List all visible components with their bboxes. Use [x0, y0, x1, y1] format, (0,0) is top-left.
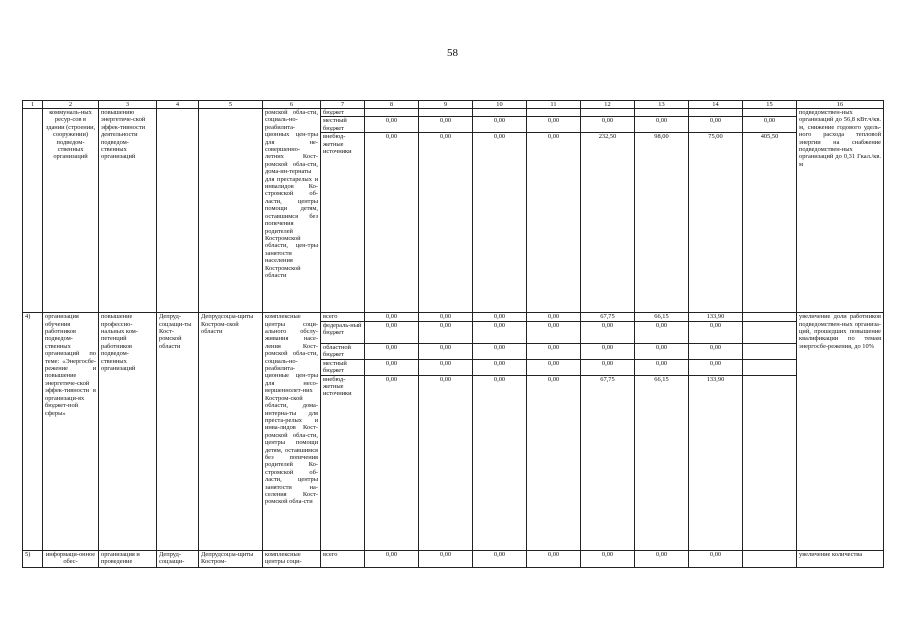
- cell-responsible: Депруд-соцзащи-: [157, 550, 199, 567]
- cell-value: [527, 109, 581, 117]
- cell-index: [23, 109, 43, 313]
- cell-result: увеличение доли работников подведомствен-ных организа-ций, прошедших повышение квалификации по темам энергосбе-режения, до 10%: [797, 313, 884, 550]
- cell-result: увеличение количества: [797, 550, 884, 567]
- cell-value: 0,00: [527, 117, 581, 133]
- col-header: 4: [157, 101, 199, 109]
- cell-value: 0,00: [527, 550, 581, 567]
- table-row: [23, 109, 884, 117]
- cell-value: 66,15: [635, 375, 689, 550]
- col-header: 13: [635, 101, 689, 109]
- cell-value: 0,00: [473, 375, 527, 550]
- cell-value: [635, 109, 689, 117]
- cell-value: [743, 550, 797, 567]
- cell-value: 0,00: [365, 375, 419, 550]
- cell-source: всего: [321, 313, 365, 321]
- cell-value: 0,00: [365, 343, 419, 359]
- cell-value: 0,00: [689, 321, 743, 343]
- cell-value: 0,00: [365, 117, 419, 133]
- cell-value: [743, 109, 797, 117]
- cell-purpose: повышение профессио-нальных ком-петенций работников подведом-ственных организаций: [99, 313, 157, 550]
- cell-responsible: Депруд-соцзащи-ты Кост-ромской области: [157, 313, 199, 550]
- cell-source: местный бюджет: [321, 359, 365, 375]
- cell-value: 0,00: [581, 343, 635, 359]
- cell-source: внебюд-жетные источники: [321, 375, 365, 550]
- cell-value: 0,00: [527, 343, 581, 359]
- table-row: [23, 550, 884, 567]
- cell-value: 66,15: [635, 313, 689, 321]
- cell-participants: комплексные центры соци-: [263, 550, 321, 567]
- cell-value: 75,00: [689, 133, 743, 313]
- cell-value: 0,00: [419, 133, 473, 313]
- cell-value: 133,90: [689, 375, 743, 550]
- col-header: 12: [581, 101, 635, 109]
- cell-value: 0,00: [635, 321, 689, 343]
- cell-participants: комплексные центры соци-ального обслу-живания насе-ления Кост-ромской обла-сти, социаль-но-реабилита-ционные цен-тры для несо-вершеннолет-них Костром-ской области, дома-интерна-ты для преста-релых и инва-лидов Кост-ромской обла-сти, центры помощи детям, оставшимся без попечения родителей Ко-стромской об-ласти, центры занятости на-селения Кост-ромской обла-сти: [263, 313, 321, 550]
- cell-participants: ромской обла-сти, социаль-но-реабилита-ционных цен-тры для не-совершенно-летних Кост-ромской обла-сти, дома-ин-тернаты для престарелых и инвалидов Ко-стромской об-ласти, центры помощи детям, оставшимся без попечения родителей Костромской области, цен-тры занятости населения Костромской области: [263, 109, 321, 313]
- cell-source: местный бюджет: [321, 117, 365, 133]
- cell-value: 0,00: [527, 375, 581, 550]
- cell-value: 67,75: [581, 313, 635, 321]
- cell-value: 0,00: [473, 117, 527, 133]
- col-header: 3: [99, 101, 157, 109]
- cell-value: 0,00: [419, 550, 473, 567]
- cell-value: 0,00: [419, 375, 473, 550]
- cell-value: 0,00: [581, 550, 635, 567]
- page-number: 58: [447, 47, 458, 59]
- col-header: 6: [263, 101, 321, 109]
- cell-value: 67,75: [581, 375, 635, 550]
- cell-value: 133,90: [689, 313, 743, 321]
- program-activities-table: [22, 100, 884, 568]
- col-header: 10: [473, 101, 527, 109]
- cell-value: [419, 109, 473, 117]
- cell-value: 0,00: [581, 321, 635, 343]
- cell-value: 0,00: [365, 133, 419, 313]
- col-header: 9: [419, 101, 473, 109]
- cell-executor: Депрудсоцза-щиты Костром-ской области: [199, 313, 263, 550]
- cell-value: 0,00: [419, 321, 473, 343]
- cell-result: подведомствен-ных организаций до 56,8 кВт.ч/кв. м, снижение годового удель-ного расхода тепловой энергии на снабжение подведомствен-ных организаций до 0,31 Гкал./кв. м: [797, 109, 884, 313]
- cell-value: 0,00: [689, 117, 743, 133]
- cell-value: 0,00: [527, 359, 581, 375]
- col-header: 1: [23, 101, 43, 109]
- cell-source: всего: [321, 550, 365, 567]
- cell-value: [689, 109, 743, 117]
- cell-source: федераль-ный бюджет: [321, 321, 365, 343]
- cell-index: 4): [23, 313, 43, 550]
- col-header: 5: [199, 101, 263, 109]
- col-header: 14: [689, 101, 743, 109]
- table-row: [23, 313, 884, 321]
- cell-index: 5): [23, 550, 43, 567]
- cell-value: 0,00: [365, 359, 419, 375]
- cell-value: 0,00: [635, 343, 689, 359]
- cell-purpose: организация и проведение: [99, 550, 157, 567]
- cell-source: бюджет: [321, 109, 365, 117]
- cell-value: 0,00: [365, 321, 419, 343]
- cell-executor: [199, 109, 263, 313]
- cell-purpose: повышению энергетиче-ской эффек-тивности деятельности подведом-ственных организаций: [99, 109, 157, 313]
- cell-value: 0,00: [473, 133, 527, 313]
- cell-value: [743, 359, 797, 375]
- cell-responsible: [157, 109, 199, 313]
- cell-value: 0,00: [743, 117, 797, 133]
- cell-value: [743, 321, 797, 343]
- cell-value: 0,00: [419, 359, 473, 375]
- cell-value: 0,00: [365, 550, 419, 567]
- column-number-row: [23, 101, 884, 109]
- cell-value: 0,00: [365, 313, 419, 321]
- cell-value: 98,00: [635, 133, 689, 313]
- cell-value: 0,00: [689, 359, 743, 375]
- cell-value: 0,00: [635, 359, 689, 375]
- cell-value: 0,00: [473, 550, 527, 567]
- cell-value: 0,00: [473, 343, 527, 359]
- cell-value: 0,00: [527, 313, 581, 321]
- cell-value: [743, 375, 797, 550]
- cell-value: 232,50: [581, 133, 635, 313]
- cell-value: 0,00: [419, 117, 473, 133]
- cell-value: 0,00: [689, 343, 743, 359]
- cell-value: 0,00: [581, 359, 635, 375]
- col-header: 11: [527, 101, 581, 109]
- cell-value: 0,00: [635, 117, 689, 133]
- col-header: 7: [321, 101, 365, 109]
- cell-value: [743, 313, 797, 321]
- cell-activity: организация обучения работников подведом-ственных организаций по теме: «Энергосбе-режение и повышение энергетиче-ской эффек-тивности в организаци-ях бюджет-ной сферы»: [43, 313, 99, 550]
- cell-value: 0,00: [635, 550, 689, 567]
- col-header: 2: [43, 101, 99, 109]
- cell-executor: Депрудсоцза-щиты Костром-: [199, 550, 263, 567]
- col-header: 16: [797, 101, 884, 109]
- cell-value: 0,00: [689, 550, 743, 567]
- cell-value: 0,00: [473, 359, 527, 375]
- cell-value: [473, 109, 527, 117]
- cell-value: 0,00: [473, 321, 527, 343]
- cell-value: [365, 109, 419, 117]
- cell-value: [743, 343, 797, 359]
- cell-activity: информаци-онное обес-: [43, 550, 99, 567]
- cell-value: [581, 109, 635, 117]
- cell-value: 0,00: [419, 343, 473, 359]
- cell-source: внебюд-жетные источники: [321, 133, 365, 313]
- cell-source: областной бюджет: [321, 343, 365, 359]
- cell-value: 405,50: [743, 133, 797, 313]
- col-header: 8: [365, 101, 419, 109]
- cell-value: 0,00: [527, 133, 581, 313]
- cell-value: 0,00: [527, 321, 581, 343]
- cell-value: 0,00: [581, 117, 635, 133]
- col-header: 15: [743, 101, 797, 109]
- cell-activity: коммуналь-ных ресур-сов в здании (строении, сооружении) подведом-ственных организаций: [43, 109, 99, 313]
- cell-value: 0,00: [473, 313, 527, 321]
- cell-value: 0,00: [419, 313, 473, 321]
